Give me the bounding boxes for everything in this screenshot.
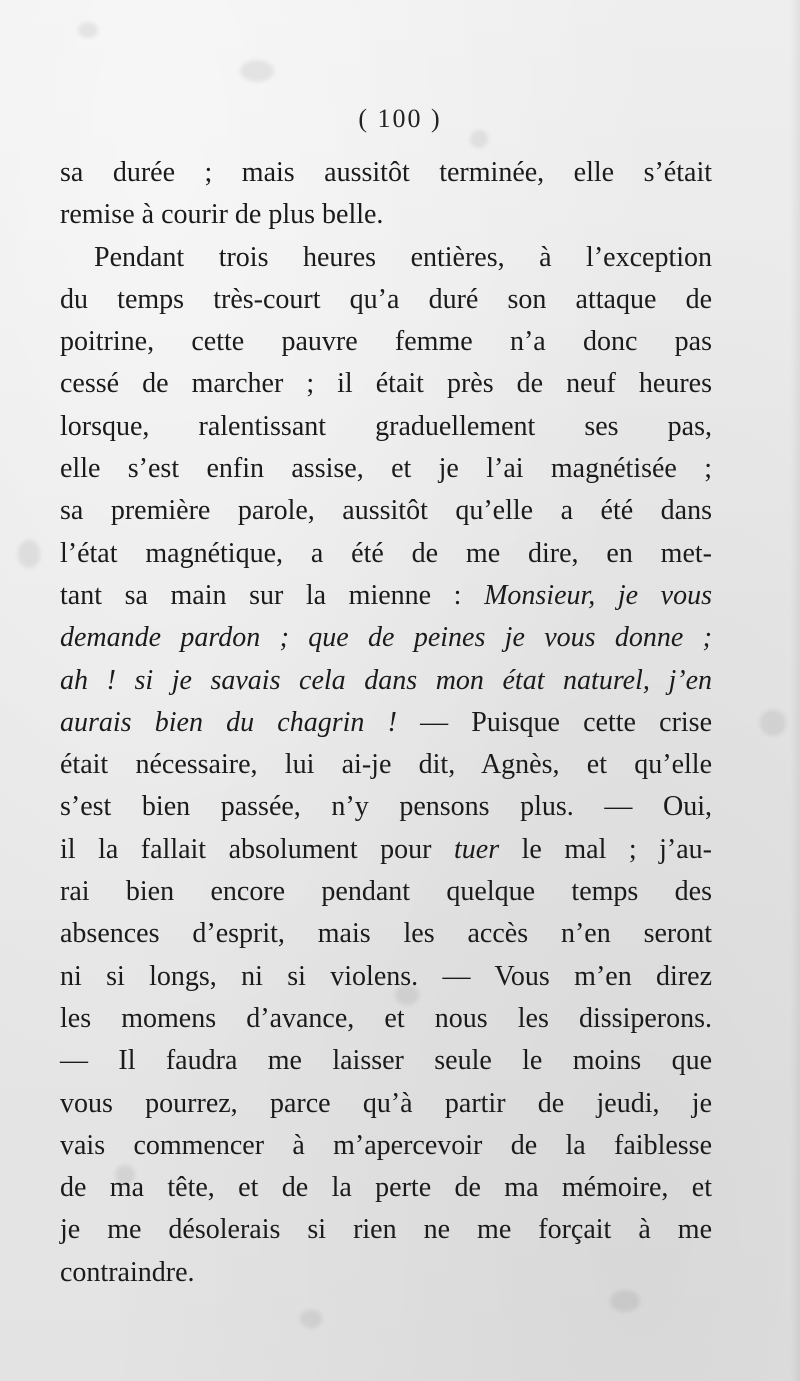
italic-text: Monsieur, je vous <box>484 579 712 611</box>
text-run: poitrine, cette pauvre femme n’a donc pas <box>60 326 712 358</box>
text-run: cessé de marcher ; il était près de neuf heures <box>60 368 712 400</box>
text-line <box>60 786 712 828</box>
text-run: s’est bien passée, n’y pensons plus. — Oui, <box>60 791 712 823</box>
text-run: vous pourrez, parce qu’à partir de jeudi, je <box>60 1087 712 1119</box>
text-run: Pendant trois heures entières, à l’exception <box>94 241 712 273</box>
italic-text: ah ! si je savais cela dans mon état naturel, j’en <box>60 664 712 696</box>
page-edge-shadow <box>790 0 800 1381</box>
text-line <box>60 1083 712 1125</box>
text-line <box>60 1125 712 1167</box>
text-run: les momens d’avance, et nous les dissiperons. <box>60 1002 712 1034</box>
text-run: je me désolerais si rien ne me forçait à me <box>60 1214 712 1246</box>
text-run: lorsque, ralentissant graduellement ses pas, <box>60 410 712 442</box>
text-run: sa durée ; mais aussitôt terminée, elle s’était <box>60 157 712 188</box>
text-line <box>60 660 712 702</box>
text-line <box>60 363 712 405</box>
text-line <box>60 194 712 236</box>
text-run: de ma tête, et de la perte de ma mémoire, et <box>60 1172 712 1204</box>
text-line <box>60 702 712 744</box>
text-line <box>60 152 712 194</box>
text-line <box>60 998 712 1040</box>
text-line <box>60 1209 712 1251</box>
text-line <box>60 237 712 279</box>
text-line <box>60 617 712 659</box>
text-line <box>60 575 712 617</box>
text-line <box>60 448 712 490</box>
text-line <box>60 913 712 955</box>
text-run: tant sa main sur la mienne : <box>60 579 485 611</box>
italic-text: tuer <box>454 833 500 865</box>
body-text <box>60 152 712 1294</box>
text-run: remise à courir de plus belle. <box>60 199 384 231</box>
text-run: sa première parole, aussitôt qu’elle a été dans <box>60 495 712 527</box>
text-line <box>60 871 712 913</box>
text-line <box>60 1040 712 1082</box>
text-run: absences d’esprit, mais les accès n’en seront <box>60 918 712 950</box>
text-run: contraindre. <box>60 1256 195 1288</box>
text-line <box>60 1167 712 1209</box>
text-line <box>60 279 712 321</box>
text-run: était nécessaire, lui ai-je dit, Agnès, et qu’elle <box>60 749 712 781</box>
text-run: elle s’est enfin assise, et je l’ai magnétisée ; <box>60 453 712 485</box>
text-run: il la fallait absolument pour <box>60 833 455 865</box>
italic-text: aurais bien du chagrin ! <box>60 706 397 738</box>
text-line <box>60 1252 712 1294</box>
text-run: l’état magnétique, a été de me dire, en met- <box>60 537 712 569</box>
text-line <box>60 956 712 998</box>
text-line <box>60 829 712 871</box>
text-line <box>60 533 712 575</box>
text-run: ni si longs, ni si violens. — Vous m’en direz <box>60 960 712 992</box>
text-line <box>60 321 712 363</box>
text-line <box>60 744 712 786</box>
text-run: — Puisque cette crise <box>396 706 712 738</box>
text-run: rai bien encore pendant quelque temps des <box>60 876 712 908</box>
text-run: le mal ; j’au- <box>499 833 713 865</box>
text-run: vais commencer à m’apercevoir de la faiblesse <box>60 1129 712 1161</box>
italic-text: demande pardon ; que de peines je vous donne ; <box>60 622 712 654</box>
text-run: — Il faudra me laisser seule le moins que <box>60 1045 712 1077</box>
text-line <box>60 406 712 448</box>
page-number: ( 100 ) <box>358 104 442 133</box>
text-run: du temps très-court qu’a duré son attaque de <box>60 283 712 315</box>
text-line <box>60 490 712 532</box>
